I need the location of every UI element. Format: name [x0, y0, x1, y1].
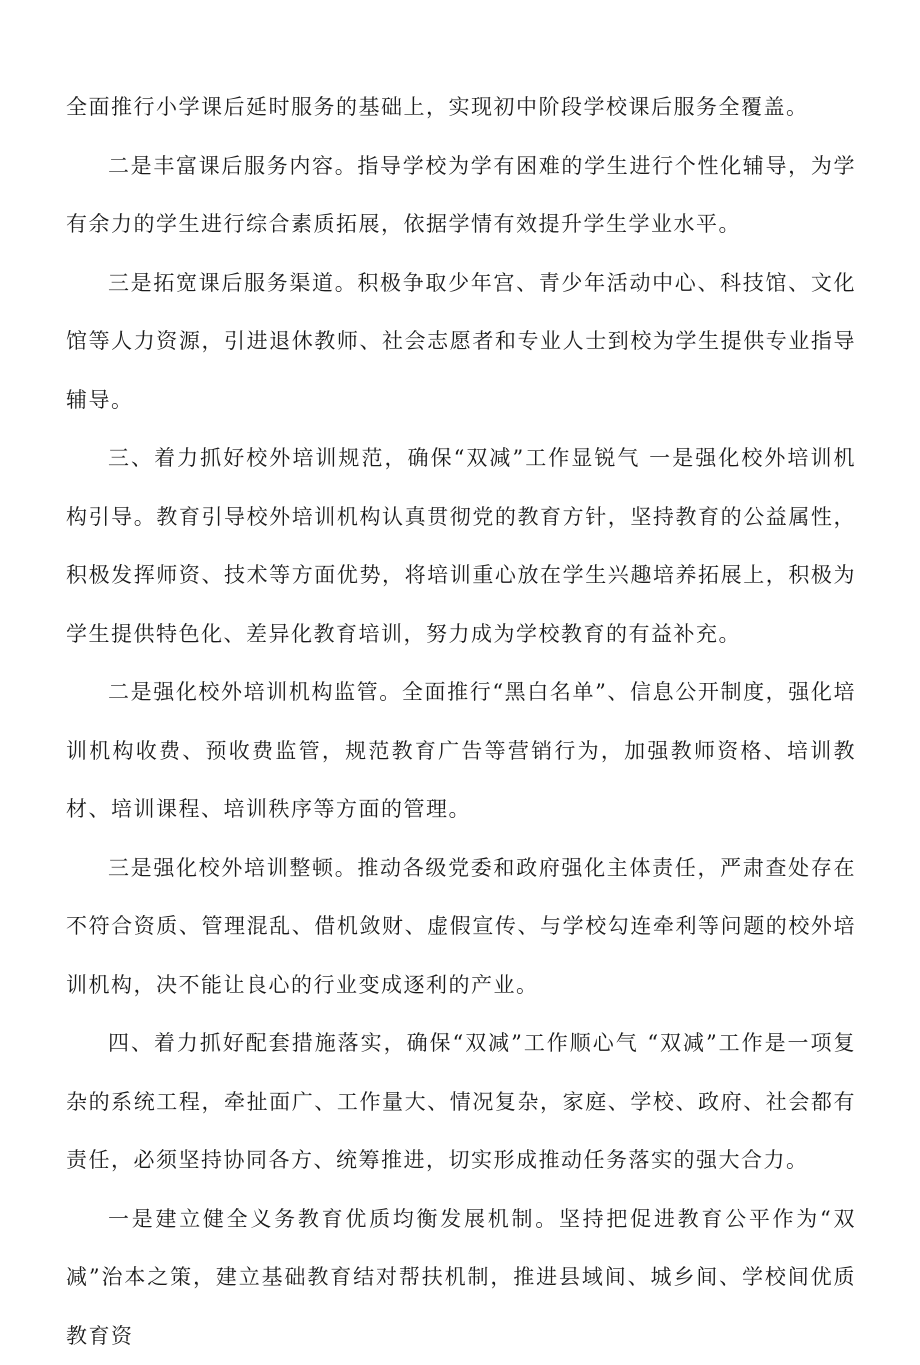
paragraph-balanced-development-mechanism: 一是建立健全义务教育优质均衡发展机制。坚持把促进教育公平作为“双减”治本之策，建立基础教育结对帮扶机制，推进县域间、城乡间、学校间优质教育资 — [66, 1190, 856, 1365]
paragraph-section-four-supporting-measures: 四、着力抓好配套措施落实，确保“双减”工作顺心气 “双减”工作是一项复杂的系统工程，牵扯面广、工作量大、情况复杂，家庭、学校、政府、社会都有责任，必须坚持协同各方、统筹推进，切实形成推动任务落实的强大合力。 — [66, 1014, 856, 1190]
paragraph-training-supervision: 二是强化校外培训机构监管。全面推行“黑白名单”、信息公开制度，强化培训机构收费、预收费监管，规范教育广告等营销行为，加强教师资格、培训教材、培训课程、培训秩序等方面的管理。 — [66, 663, 856, 839]
document-body — [66, 78, 856, 1365]
paragraph-continuation: 全面推行小学课后延时服务的基础上，实现初中阶段学校课后服务全覆盖。 — [66, 78, 856, 137]
paragraph-enrich-after-school-content: 二是丰富课后服务内容。指导学校为学有困难的学生进行个性化辅导，为学有余力的学生进行综合素质拓展，依据学情有效提升学生学业水平。 — [66, 137, 856, 254]
paragraph-training-rectification: 三是强化校外培训整顿。推动各级党委和政府强化主体责任，严肃查处存在不符合资质、管理混乱、借机敛财、虚假宣传、与学校勾连牵利等问题的校外培训机构，决不能让良心的行业变成逐利的产业。 — [66, 839, 856, 1015]
paragraph-broaden-after-school-channels: 三是拓宽课后服务渠道。积极争取少年宫、青少年活动中心、科技馆、文化馆等人力资源，引进退休教师、社会志愿者和专业人士到校为学生提供专业指导辅导。 — [66, 254, 856, 430]
paragraph-section-three-off-campus-training: 三、着力抓好校外培训规范，确保“双减”工作显锐气 一是强化校外培训机构引导。教育引导校外培训机构认真贯彻党的教育方针，坚持教育的公益属性，积极发挥师资、技术等方面优势，将培训重心放在学生兴趣培养拓展上，积极为学生提供特色化、差异化教育培训，努力成为学校教育的有益补充。 — [66, 429, 856, 663]
